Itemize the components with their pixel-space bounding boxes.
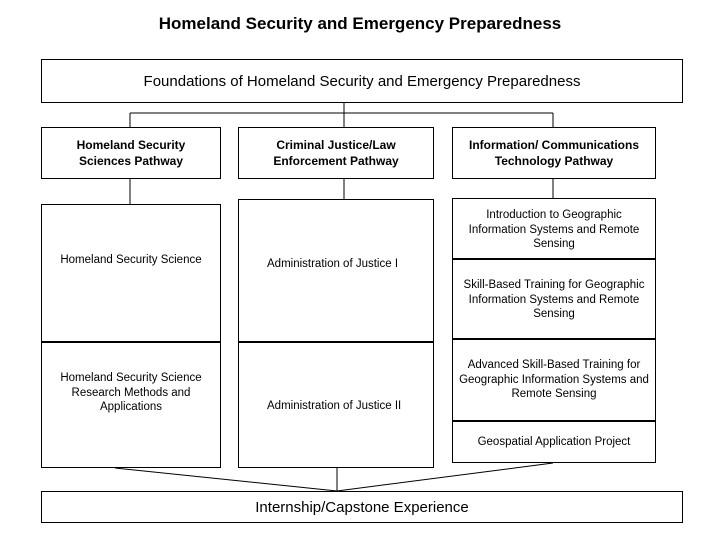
course-column2-box1 (238, 199, 434, 342)
course-administration-of-justice-1: Administration of Justice I (267, 258, 399, 270)
course-homeland-security-science: Homeland Security Science (60, 254, 202, 266)
internship-capstone-box: Internship/Capstone Experience (41, 491, 683, 523)
foundation-box: Foundations of Homeland Security and Emergency Preparedness (41, 59, 683, 103)
pathway-homeland-security-sciences: Homeland Security Sciences Pathway (41, 127, 221, 179)
course-intro-gis-remote-sensing: Introduction to Geographic Information Systems and Remote Sensing (452, 198, 656, 259)
course-skill-based-gis-training: Skill-Based Training for Geographic Information Systems and Remote Sensing (452, 259, 656, 339)
course-administration-of-justice-2: Administration of Justice II (267, 400, 402, 412)
course-column2-box2 (238, 342, 434, 468)
course-advanced-skill-based-gis-training: Advanced Skill-Based Training for Geographic Information Systems and Remote Sensing (452, 339, 656, 421)
course-column1-box1 (41, 204, 221, 342)
pathway-criminal-justice: Criminal Justice/Law Enforcement Pathway (238, 127, 434, 179)
page-title: Homeland Security and Emergency Preparedness (158, 14, 562, 33)
course-homeland-security-research-methods: Homeland Security Science Research Methods and Applications (60, 372, 202, 413)
connector-col1-converge (115, 468, 337, 491)
course-geospatial-application-project: Geospatial Application Project (452, 421, 656, 463)
course-column1-box2 (41, 342, 221, 468)
pathway-information-communications: Information/ Communications Technology Pathway (452, 127, 656, 179)
